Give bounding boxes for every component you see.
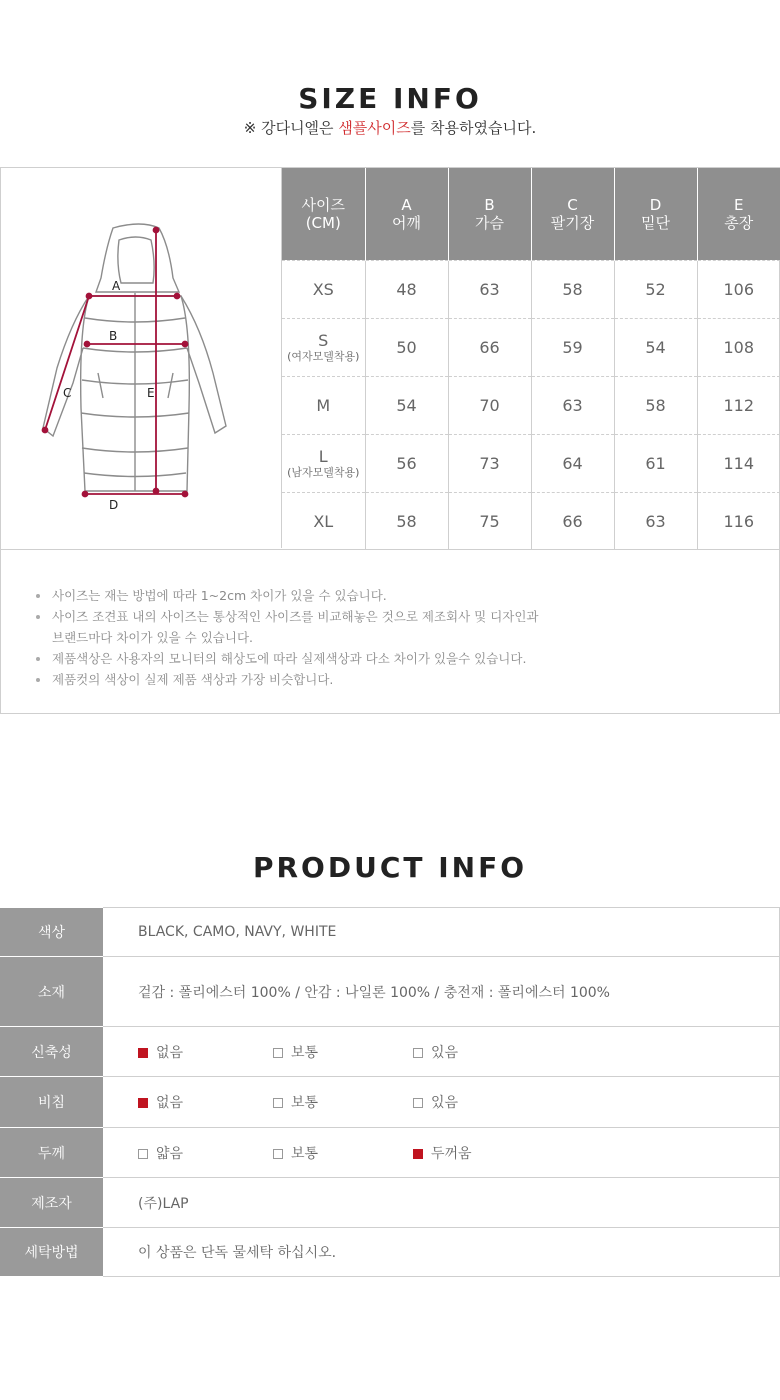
- option: 없음: [138, 1092, 273, 1112]
- list-item: 사이즈는 재는 방법에 따라 1~2cm 차이가 있을 수 있습니다.: [36, 585, 779, 606]
- row-label: 소재: [0, 957, 103, 1027]
- table-row: [0, 1178, 780, 1228]
- row-label: 신축성: [0, 1027, 103, 1077]
- label-b: B: [109, 329, 118, 343]
- size-info-subtitle: [0, 117, 780, 138]
- stretch-options: [103, 1027, 780, 1077]
- row-label: 비침: [0, 1077, 103, 1128]
- option: 두꺼움: [413, 1143, 548, 1163]
- table-row: [282, 434, 780, 492]
- value-cell: 58: [365, 492, 448, 550]
- size-cell: XL: [282, 492, 365, 550]
- row-label: 제조자: [0, 1178, 103, 1228]
- label-d: D: [109, 498, 119, 512]
- size-table-header: [282, 168, 780, 260]
- size-note: (남자모델착용): [287, 465, 360, 479]
- row-value: 이 상품은 단독 물세탁 하십시오.: [103, 1228, 780, 1277]
- header-b: B 가슴: [448, 168, 531, 260]
- table-row: [0, 1077, 780, 1128]
- checkbox-empty-icon: [413, 1048, 423, 1058]
- checkbox-checked-icon: [138, 1098, 148, 1108]
- option: 있음: [413, 1092, 548, 1112]
- value-cell: 63: [614, 492, 697, 550]
- header-a: A 어깨: [365, 168, 448, 260]
- value-cell: 64: [531, 434, 614, 492]
- subtitle-highlight: 샘플사이즈: [338, 119, 411, 137]
- table-row: [0, 908, 780, 957]
- value-cell: 52: [614, 260, 697, 318]
- table-row: [0, 1128, 780, 1178]
- product-info-table: [0, 907, 780, 1277]
- bullet-icon: [36, 678, 40, 682]
- checkbox-empty-icon: [413, 1098, 423, 1108]
- row-value: 겉감 : 폴리에스터 100% / 안감 : 나일론 100% / 충전재 : 폴리에스터 100%: [103, 957, 780, 1027]
- checkbox-empty-icon: [273, 1149, 283, 1159]
- value-cell: 54: [365, 376, 448, 434]
- size-cell: L (남자모델착용): [282, 434, 365, 492]
- table-row: [282, 376, 780, 434]
- label-c: C: [63, 386, 72, 400]
- value-cell: 63: [448, 260, 531, 318]
- checkbox-checked-icon: [413, 1149, 423, 1159]
- value-cell: 61: [614, 434, 697, 492]
- row-label: 세탁방법: [0, 1228, 103, 1277]
- size-info-box: [0, 167, 780, 714]
- option: 있음: [413, 1042, 548, 1062]
- value-cell: 70: [448, 376, 531, 434]
- option: 보통: [273, 1042, 413, 1062]
- option: 없음: [138, 1042, 273, 1062]
- header-c: C 팔기장: [531, 168, 614, 260]
- size-note: (여자모델착용): [287, 349, 360, 363]
- row-label: 두께: [0, 1128, 103, 1178]
- value-cell: 56: [365, 434, 448, 492]
- value-cell: 66: [531, 492, 614, 550]
- checkbox-empty-icon: [273, 1048, 283, 1058]
- value-cell: 106: [697, 260, 780, 318]
- option: 보통: [273, 1092, 413, 1112]
- value-cell: 48: [365, 260, 448, 318]
- row-value: (주)LAP: [103, 1178, 780, 1228]
- list-item: 제품컷의 색상이 실제 제품 색상과 가장 비슷합니다.: [36, 669, 779, 690]
- option: 보통: [273, 1143, 413, 1163]
- value-cell: 112: [697, 376, 780, 434]
- table-row: [282, 260, 780, 318]
- sheer-options: [103, 1077, 780, 1128]
- size-notes: [1, 549, 779, 714]
- label-a: A: [112, 279, 121, 293]
- table-row: [282, 492, 780, 550]
- value-cell: 116: [697, 492, 780, 550]
- value-cell: 114: [697, 434, 780, 492]
- bullet-icon: [36, 657, 40, 661]
- header-e: E 총장: [697, 168, 780, 260]
- product-info-title: PRODUCT INFO: [252, 851, 528, 884]
- table-row: [282, 318, 780, 376]
- subtitle-suffix: 를 착용하였습니다.: [410, 119, 537, 137]
- size-info-title: SIZE INFO: [298, 82, 482, 115]
- garment-diagram: [1, 168, 282, 548]
- row-label: 색상: [0, 908, 103, 957]
- bullet-icon: [36, 594, 40, 598]
- value-cell: 54: [614, 318, 697, 376]
- bullet-icon: [36, 615, 40, 619]
- value-cell: 66: [448, 318, 531, 376]
- option: 얇음: [138, 1143, 273, 1163]
- size-cell: S (여자모델착용): [282, 318, 365, 376]
- checkbox-empty-icon: [138, 1149, 148, 1159]
- header-d: D 밑단: [614, 168, 697, 260]
- size-cell: M: [282, 376, 365, 434]
- header-size: 사이즈 (CM): [282, 168, 365, 260]
- size-cell: XS: [282, 260, 365, 318]
- thickness-options: [103, 1128, 780, 1178]
- value-cell: 108: [697, 318, 780, 376]
- list-item: 사이즈 조견표 내의 사이즈는 통상적인 사이즈를 비교해놓은 것으로 제조회사 및 디자인과 브랜드마다 차이가 있을 수 있습니다.: [36, 606, 779, 648]
- row-value: BLACK, CAMO, NAVY, WHITE: [103, 908, 780, 957]
- value-cell: 59: [531, 318, 614, 376]
- label-e: E: [147, 386, 155, 400]
- value-cell: 75: [448, 492, 531, 550]
- value-cell: 63: [531, 376, 614, 434]
- value-cell: 50: [365, 318, 448, 376]
- table-row: [0, 1027, 780, 1077]
- value-cell: 73: [448, 434, 531, 492]
- padded-coat-illustration: [1, 168, 281, 548]
- size-table: [282, 168, 780, 550]
- list-item: 제품색상은 사용자의 모니터의 해상도에 따라 실제색상과 다소 차이가 있을수 있습니다.: [36, 648, 779, 669]
- value-cell: 58: [614, 376, 697, 434]
- value-cell: 58: [531, 260, 614, 318]
- subtitle-prefix: ※ 강다니엘은: [243, 119, 339, 137]
- checkbox-checked-icon: [138, 1048, 148, 1058]
- table-row: [0, 1228, 780, 1277]
- table-row: [0, 957, 780, 1027]
- checkbox-empty-icon: [273, 1098, 283, 1108]
